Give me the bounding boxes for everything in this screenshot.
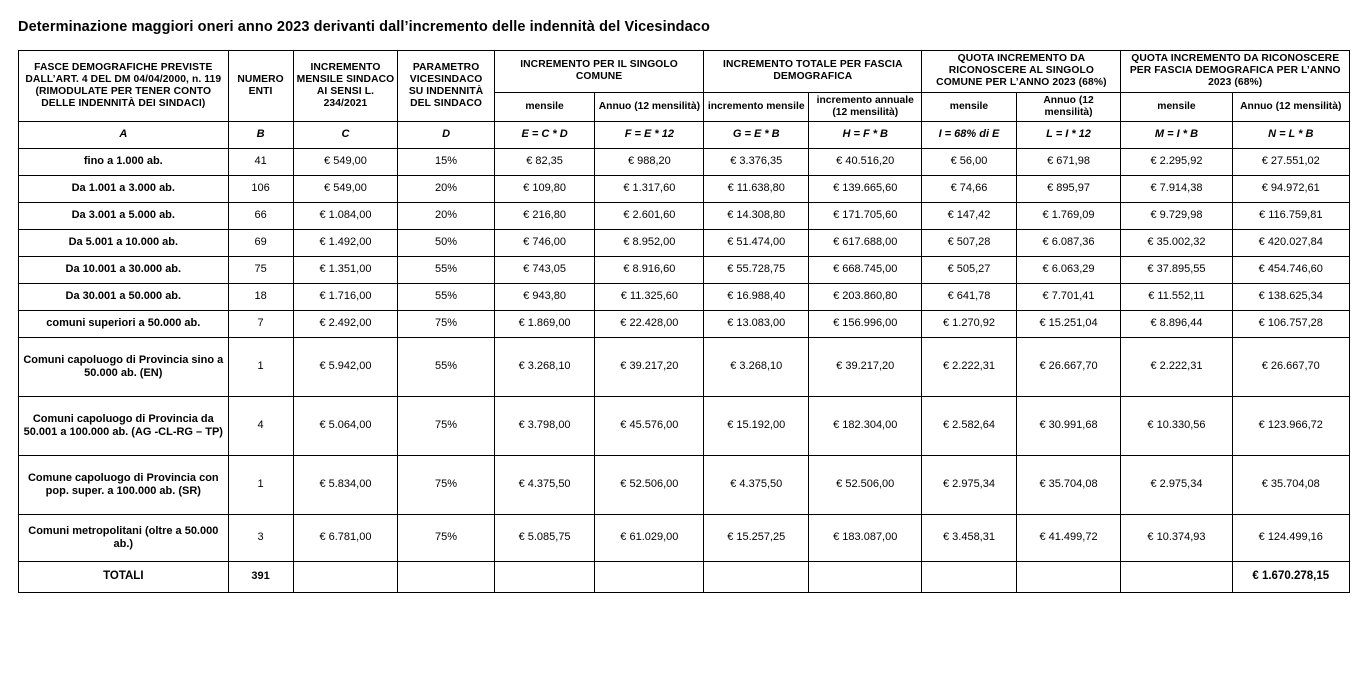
row-h-incr-annuale: € 39.217,20 — [809, 337, 922, 396]
row-l-annuo: € 26.667,70 — [1016, 337, 1121, 396]
row-h-incr-annuale: € 139.665,60 — [809, 175, 922, 202]
row-n-annuo: € 138.625,34 — [1232, 283, 1349, 310]
row-enti: 4 — [228, 396, 293, 455]
header-incremento-singolo-comune: INCREMENTO PER IL SINGOLO COMUNE — [494, 51, 704, 92]
row-n-annuo: € 94.972,61 — [1232, 175, 1349, 202]
row-f-annuo: € 988,20 — [595, 148, 704, 175]
header-incremento-mensile-sindaco: INCREMENTO MENSILE SINDACO AI SENSI L. 234/2021 — [293, 51, 398, 122]
row-e-mensile: € 5.085,75 — [494, 514, 595, 561]
row-f-annuo: € 22.428,00 — [595, 310, 704, 337]
totals-label: TOTALI — [19, 561, 229, 592]
table-row — [19, 283, 1350, 310]
row-f-annuo: € 45.576,00 — [595, 396, 704, 455]
row-fascia: Da 10.001 a 30.000 ab. — [19, 256, 229, 283]
subheader-mensile-1: mensile — [494, 92, 595, 121]
formula-i: I = 68% di E — [922, 121, 1016, 148]
header-quota-singolo-comune: QUOTA INCREMENTO DA RICONOSCERE AL SINGOLO COMUNE PER L’ANNO 2023 (68%) — [922, 51, 1121, 92]
row-i-mensile: € 3.458,31 — [922, 514, 1016, 561]
row-l-annuo: € 41.499,72 — [1016, 514, 1121, 561]
row-g-incr-mensile: € 51.474,00 — [704, 229, 809, 256]
row-m-mensile: € 35.002,32 — [1121, 229, 1232, 256]
subheader-annuo-1: Annuo (12 mensilità) — [595, 92, 704, 121]
row-fascia: comuni superiori a 50.000 ab. — [19, 310, 229, 337]
row-incremento-sindaco: € 549,00 — [293, 148, 398, 175]
row-i-mensile: € 2.975,34 — [922, 455, 1016, 514]
row-enti: 1 — [228, 455, 293, 514]
subheader-annuo-3: Annuo (12 mensilità) — [1232, 92, 1349, 121]
table-row — [19, 455, 1350, 514]
totals-spacer-e — [494, 561, 595, 592]
row-n-annuo: € 123.966,72 — [1232, 396, 1349, 455]
row-f-annuo: € 8.952,00 — [595, 229, 704, 256]
row-e-mensile: € 3.268,10 — [494, 337, 595, 396]
row-parametro: 55% — [398, 256, 494, 283]
formula-d: D — [398, 121, 494, 148]
table-body — [19, 121, 1350, 592]
row-fascia: Comuni metropolitani (oltre a 50.000 ab.) — [19, 514, 229, 561]
row-f-annuo: € 52.506,00 — [595, 455, 704, 514]
subheader-annuo-2: Annuo (12 mensilità) — [1016, 92, 1121, 121]
row-enti: 3 — [228, 514, 293, 561]
row-e-mensile: € 943,80 — [494, 283, 595, 310]
row-enti: 106 — [228, 175, 293, 202]
row-i-mensile: € 74,66 — [922, 175, 1016, 202]
row-h-incr-annuale: € 40.516,20 — [809, 148, 922, 175]
page-title: Determinazione maggiori oneri anno 2023 derivanti dall’incremento delle indennità del Vicesindaco — [18, 19, 710, 35]
row-incremento-sindaco: € 2.492,00 — [293, 310, 398, 337]
subheader-incremento-annuale: incremento annuale (12 mensilità) — [809, 92, 922, 121]
table-head — [19, 51, 1350, 122]
table-row — [19, 202, 1350, 229]
row-e-mensile: € 4.375,50 — [494, 455, 595, 514]
row-g-incr-mensile: € 55.728,75 — [704, 256, 809, 283]
totals-enti: 391 — [228, 561, 293, 592]
totals-spacer-m — [1121, 561, 1232, 592]
row-n-annuo: € 124.499,16 — [1232, 514, 1349, 561]
row-m-mensile: € 2.222,31 — [1121, 337, 1232, 396]
row-l-annuo: € 6.087,36 — [1016, 229, 1121, 256]
formula-l: L = I * 12 — [1016, 121, 1121, 148]
row-parametro: 75% — [398, 455, 494, 514]
formula-e: E = C * D — [494, 121, 595, 148]
row-l-annuo: € 35.704,08 — [1016, 455, 1121, 514]
row-m-mensile: € 11.552,11 — [1121, 283, 1232, 310]
header-parametro-vicesindaco: PARAMETRO VICESINDACO SU INDENNITÀ DEL SINDACO — [398, 51, 494, 122]
row-l-annuo: € 30.991,68 — [1016, 396, 1121, 455]
row-i-mensile: € 507,28 — [922, 229, 1016, 256]
row-f-annuo: € 2.601,60 — [595, 202, 704, 229]
row-m-mensile: € 9.729,98 — [1121, 202, 1232, 229]
row-parametro: 50% — [398, 229, 494, 256]
row-fascia: Da 3.001 a 5.000 ab. — [19, 202, 229, 229]
row-incremento-sindaco: € 5.834,00 — [293, 455, 398, 514]
row-parametro: 75% — [398, 514, 494, 561]
row-incremento-sindaco: € 5.064,00 — [293, 396, 398, 455]
row-m-mensile: € 37.895,55 — [1121, 256, 1232, 283]
row-m-mensile: € 8.896,44 — [1121, 310, 1232, 337]
row-enti: 1 — [228, 337, 293, 396]
row-m-mensile: € 7.914,38 — [1121, 175, 1232, 202]
row-h-incr-annuale: € 203.860,80 — [809, 283, 922, 310]
totals-grand-total: € 1.670.278,15 — [1232, 561, 1349, 592]
table-row — [19, 229, 1350, 256]
row-i-mensile: € 56,00 — [922, 148, 1016, 175]
formula-b: B — [228, 121, 293, 148]
row-fascia: Da 30.001 a 50.000 ab. — [19, 283, 229, 310]
row-parametro: 15% — [398, 148, 494, 175]
formula-f: F = E * 12 — [595, 121, 704, 148]
row-n-annuo: € 454.746,60 — [1232, 256, 1349, 283]
row-e-mensile: € 746,00 — [494, 229, 595, 256]
row-g-incr-mensile: € 16.988,40 — [704, 283, 809, 310]
row-e-mensile: € 82,35 — [494, 148, 595, 175]
row-enti: 75 — [228, 256, 293, 283]
formula-g: G = E * B — [704, 121, 809, 148]
row-l-annuo: € 15.251,04 — [1016, 310, 1121, 337]
table-row — [19, 148, 1350, 175]
row-e-mensile: € 3.798,00 — [494, 396, 595, 455]
totals-spacer-f — [595, 561, 704, 592]
row-m-mensile: € 2.975,34 — [1121, 455, 1232, 514]
row-f-annuo: € 39.217,20 — [595, 337, 704, 396]
totals-spacer-d — [398, 561, 494, 592]
formula-n: N = L * B — [1232, 121, 1349, 148]
row-n-annuo: € 26.667,70 — [1232, 337, 1349, 396]
row-n-annuo: € 27.551,02 — [1232, 148, 1349, 175]
row-incremento-sindaco: € 1.351,00 — [293, 256, 398, 283]
row-parametro: 55% — [398, 337, 494, 396]
table-row — [19, 256, 1350, 283]
subheader-mensile-2: mensile — [922, 92, 1016, 121]
row-incremento-sindaco: € 1.084,00 — [293, 202, 398, 229]
row-f-annuo: € 1.317,60 — [595, 175, 704, 202]
table-row — [19, 514, 1350, 561]
row-e-mensile: € 743,05 — [494, 256, 595, 283]
row-parametro: 55% — [398, 283, 494, 310]
row-f-annuo: € 61.029,00 — [595, 514, 704, 561]
row-fascia: Comune capoluogo di Provincia con pop. super. a 100.000 ab. (SR) — [19, 455, 229, 514]
row-h-incr-annuale: € 52.506,00 — [809, 455, 922, 514]
table-row — [19, 175, 1350, 202]
row-m-mensile: € 10.330,56 — [1121, 396, 1232, 455]
row-parametro: 75% — [398, 396, 494, 455]
row-n-annuo: € 420.027,84 — [1232, 229, 1349, 256]
row-l-annuo: € 895,97 — [1016, 175, 1121, 202]
row-fascia: Da 5.001 a 10.000 ab. — [19, 229, 229, 256]
formula-a: A — [19, 121, 229, 148]
formula-h: H = F * B — [809, 121, 922, 148]
row-incremento-sindaco: € 5.942,00 — [293, 337, 398, 396]
row-incremento-sindaco: € 6.781,00 — [293, 514, 398, 561]
row-e-mensile: € 1.869,00 — [494, 310, 595, 337]
totals-spacer-l — [1016, 561, 1121, 592]
row-fascia: Comuni capoluogo di Provincia sino a 50.000 ab. (EN) — [19, 337, 229, 396]
row-h-incr-annuale: € 182.304,00 — [809, 396, 922, 455]
row-i-mensile: € 641,78 — [922, 283, 1016, 310]
header-fasce: FASCE DEMOGRAFICHE PREVISTE DALL’ART. 4 DEL DM 04/04/2000, n. 119 (RIMODULATE PER TENER CONTO DELLE INDENNITÀ DEI SINDACI) — [19, 51, 229, 122]
totals-spacer-g — [704, 561, 809, 592]
totals-spacer-i — [922, 561, 1016, 592]
row-e-mensile: € 216,80 — [494, 202, 595, 229]
row-l-annuo: € 7.701,41 — [1016, 283, 1121, 310]
row-l-annuo: € 1.769,09 — [1016, 202, 1121, 229]
row-g-incr-mensile: € 15.257,25 — [704, 514, 809, 561]
row-n-annuo: € 106.757,28 — [1232, 310, 1349, 337]
header-quota-fascia: QUOTA INCREMENTO DA RICONOSCERE PER FASCIA DEMOGRAFICA PER L’ANNO 2023 (68%) — [1121, 51, 1350, 92]
formula-m: M = I * B — [1121, 121, 1232, 148]
row-h-incr-annuale: € 668.745,00 — [809, 256, 922, 283]
row-incremento-sindaco: € 549,00 — [293, 175, 398, 202]
table-row — [19, 310, 1350, 337]
row-i-mensile: € 1.270,92 — [922, 310, 1016, 337]
row-i-mensile: € 2.582,64 — [922, 396, 1016, 455]
row-g-incr-mensile: € 11.638,80 — [704, 175, 809, 202]
row-l-annuo: € 6.063,29 — [1016, 256, 1121, 283]
table-row — [19, 396, 1350, 455]
row-enti: 69 — [228, 229, 293, 256]
row-g-incr-mensile: € 13.083,00 — [704, 310, 809, 337]
header-row-main — [19, 51, 1350, 92]
row-g-incr-mensile: € 15.192,00 — [704, 396, 809, 455]
row-l-annuo: € 671,98 — [1016, 148, 1121, 175]
row-enti: 18 — [228, 283, 293, 310]
subheader-mensile-3: mensile — [1121, 92, 1232, 121]
row-g-incr-mensile: € 3.376,35 — [704, 148, 809, 175]
row-parametro: 20% — [398, 175, 494, 202]
row-h-incr-annuale: € 617.688,00 — [809, 229, 922, 256]
row-n-annuo: € 116.759,81 — [1232, 202, 1349, 229]
oneri-table — [18, 50, 1350, 593]
row-h-incr-annuale: € 183.087,00 — [809, 514, 922, 561]
totals-spacer-c — [293, 561, 398, 592]
table-row — [19, 337, 1350, 396]
row-enti: 41 — [228, 148, 293, 175]
row-i-mensile: € 147,42 — [922, 202, 1016, 229]
header-numero-enti: NUMERO ENTI — [228, 51, 293, 122]
row-i-mensile: € 505,27 — [922, 256, 1016, 283]
totals-spacer-h — [809, 561, 922, 592]
row-parametro: 20% — [398, 202, 494, 229]
row-f-annuo: € 11.325,60 — [595, 283, 704, 310]
header-incremento-totale-fascia: INCREMENTO TOTALE PER FASCIA DEMOGRAFICA — [704, 51, 922, 92]
row-m-mensile: € 10.374,93 — [1121, 514, 1232, 561]
row-fascia: Comuni capoluogo di Provincia da 50.001 a 100.000 ab. (AG -CL-RG – TP) — [19, 396, 229, 455]
row-i-mensile: € 2.222,31 — [922, 337, 1016, 396]
row-h-incr-annuale: € 171.705,60 — [809, 202, 922, 229]
formula-c: C — [293, 121, 398, 148]
subheader-incremento-mensile: incremento mensile — [704, 92, 809, 121]
formula-row — [19, 121, 1350, 148]
row-enti: 66 — [228, 202, 293, 229]
row-n-annuo: € 35.704,08 — [1232, 455, 1349, 514]
row-m-mensile: € 2.295,92 — [1121, 148, 1232, 175]
row-fascia: Da 1.001 a 3.000 ab. — [19, 175, 229, 202]
row-h-incr-annuale: € 156.996,00 — [809, 310, 922, 337]
row-g-incr-mensile: € 4.375,50 — [704, 455, 809, 514]
row-f-annuo: € 8.916,60 — [595, 256, 704, 283]
totals-row — [19, 561, 1350, 592]
row-parametro: 75% — [398, 310, 494, 337]
row-e-mensile: € 109,80 — [494, 175, 595, 202]
row-incremento-sindaco: € 1.492,00 — [293, 229, 398, 256]
row-g-incr-mensile: € 14.308,80 — [704, 202, 809, 229]
row-enti: 7 — [228, 310, 293, 337]
row-incremento-sindaco: € 1.716,00 — [293, 283, 398, 310]
row-fascia: fino a 1.000 ab. — [19, 148, 229, 175]
row-g-incr-mensile: € 3.268,10 — [704, 337, 809, 396]
